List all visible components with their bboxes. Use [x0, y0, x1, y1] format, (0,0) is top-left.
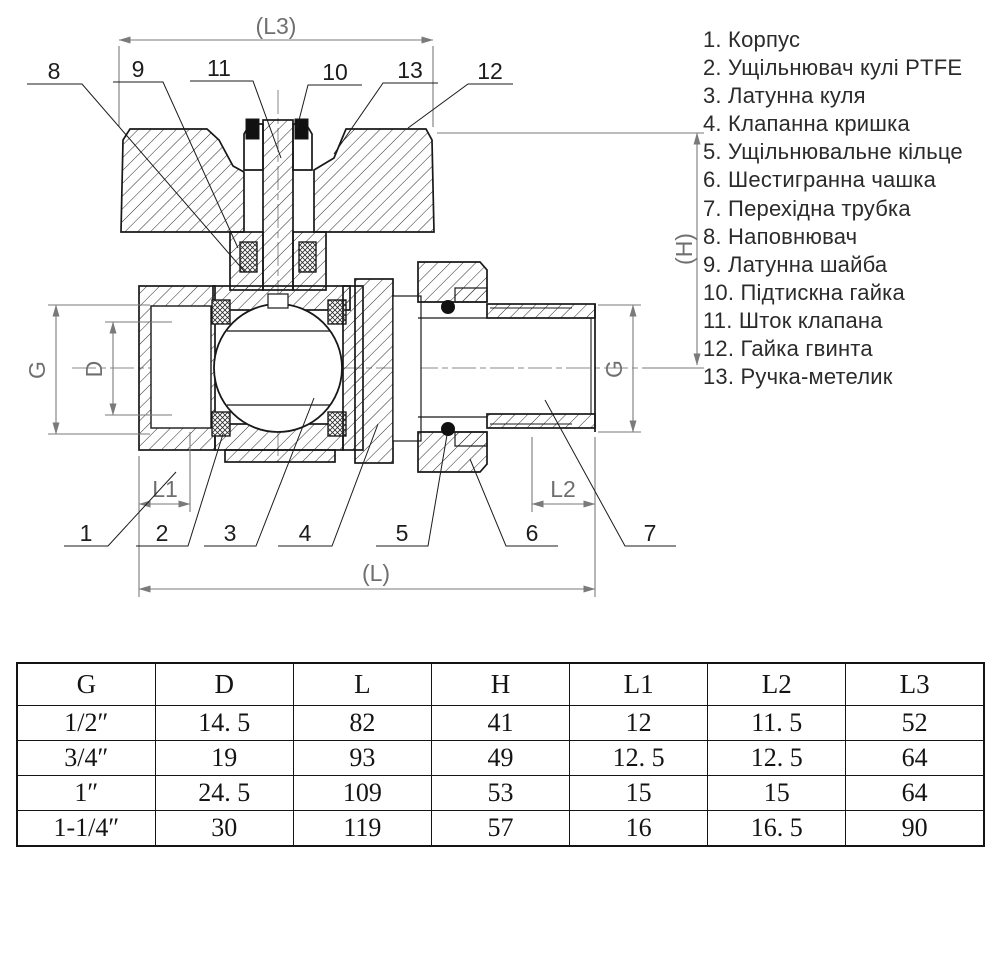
cell: 30 — [155, 811, 293, 847]
cell: 90 — [846, 811, 984, 847]
valve-stem — [263, 120, 293, 290]
col-header-h: H — [431, 663, 569, 706]
callout-1: 1 — [79, 520, 93, 546]
table-row — [17, 776, 984, 811]
col-header-g: G — [17, 663, 155, 706]
cell: 64 — [846, 741, 984, 776]
cell: 41 — [431, 706, 569, 741]
col-header-l1: L1 — [570, 663, 708, 706]
col-header-l2: L2 — [708, 663, 846, 706]
callout-6: 6 — [525, 520, 539, 546]
cell: 11. 5 — [708, 706, 846, 741]
cell: 82 — [293, 706, 431, 741]
table-header-row — [17, 663, 984, 706]
table-row — [17, 811, 984, 847]
cell: 16. 5 — [708, 811, 846, 847]
cell: 15 — [708, 776, 846, 811]
dim-label-l2: L2 — [550, 476, 576, 502]
cell: 12. 5 — [708, 741, 846, 776]
cell: 24. 5 — [155, 776, 293, 811]
valve-body-parts — [121, 119, 595, 472]
cell: 12. 5 — [570, 741, 708, 776]
cell: 15 — [570, 776, 708, 811]
legend-item: 10. Підтискна гайка — [703, 279, 905, 305]
legend-item: 2. Ущільнювач кулі PTFE — [703, 55, 963, 81]
adapter-tube-top — [487, 304, 595, 318]
cell: 64 — [846, 776, 984, 811]
table-row — [17, 706, 984, 741]
parts-legend — [703, 26, 993, 391]
cell: 52 — [846, 706, 984, 741]
cell: 12 — [570, 706, 708, 741]
cell: 53 — [431, 776, 569, 811]
cell: 16 — [570, 811, 708, 847]
o-ring-seal — [441, 300, 455, 314]
legend-item: 13. Ручка-метелик — [703, 364, 893, 390]
legend-item: 9. Латунна шайба — [703, 251, 888, 277]
col-header-l: L — [293, 663, 431, 706]
cell: 119 — [293, 811, 431, 847]
packing-filler — [240, 242, 257, 272]
callout-13: 13 — [397, 57, 423, 83]
brass-ball — [214, 304, 342, 432]
legend-item: 12. Гайка гвинта — [703, 336, 873, 362]
cell: 57 — [431, 811, 569, 847]
legend-item: 1. Корпус — [703, 27, 801, 52]
callout-4: 4 — [298, 520, 312, 546]
screw-nut-seal — [246, 119, 259, 139]
dim-label-l: (L) — [361, 560, 391, 586]
cell: 14. 5 — [155, 706, 293, 741]
wing-handle-left — [121, 129, 244, 232]
cell: 3/4″ — [17, 741, 155, 776]
callout-2: 2 — [155, 520, 169, 546]
callout-10: 10 — [322, 59, 348, 85]
callout-12: 12 — [477, 58, 503, 84]
adapter-tube-bottom — [487, 414, 595, 428]
dim-label-l1: L1 — [152, 476, 178, 502]
ball-seat — [212, 300, 230, 324]
col-header-l3: L3 — [846, 663, 984, 706]
legend-item: 4. Клапанна кришка — [703, 111, 910, 137]
callout-8: 8 — [47, 58, 61, 84]
callout-5: 5 — [395, 520, 409, 546]
col-header-d: D — [155, 663, 293, 706]
dim-label-h: (H) — [671, 233, 697, 265]
legend-item: 7. Перехідна трубка — [703, 195, 911, 221]
dim-label-d: D — [81, 360, 107, 378]
legend-item: 3. Латунна куля — [703, 83, 866, 109]
legend-item: 11. Шток клапана — [703, 307, 883, 333]
legend-item: 8. Наповнювач — [703, 223, 858, 249]
wing-handle-right — [314, 129, 434, 232]
cell: 49 — [431, 741, 569, 776]
callout-3: 3 — [223, 520, 237, 546]
callout-9: 9 — [131, 56, 145, 82]
cell: 19 — [155, 741, 293, 776]
valve-cross-section-drawing — [0, 0, 710, 620]
legend-item: 5. Ущільнювальне кільце — [703, 139, 963, 165]
dim-label-l3: (L3) — [255, 13, 297, 39]
cell: 109 — [293, 776, 431, 811]
cell: 93 — [293, 741, 431, 776]
callout-7: 7 — [643, 520, 657, 546]
cell: 1″ — [17, 776, 155, 811]
callout-11: 11 — [207, 55, 231, 81]
dim-label-g-left: G — [24, 361, 50, 379]
dimensions-table — [16, 662, 985, 847]
cell: 1/2″ — [17, 706, 155, 741]
table-row — [17, 741, 984, 776]
legend-item: 6. Шестигранна чашка — [703, 167, 937, 193]
cell: 1-1/4″ — [17, 811, 155, 847]
dim-label-g-right: G — [601, 360, 627, 378]
